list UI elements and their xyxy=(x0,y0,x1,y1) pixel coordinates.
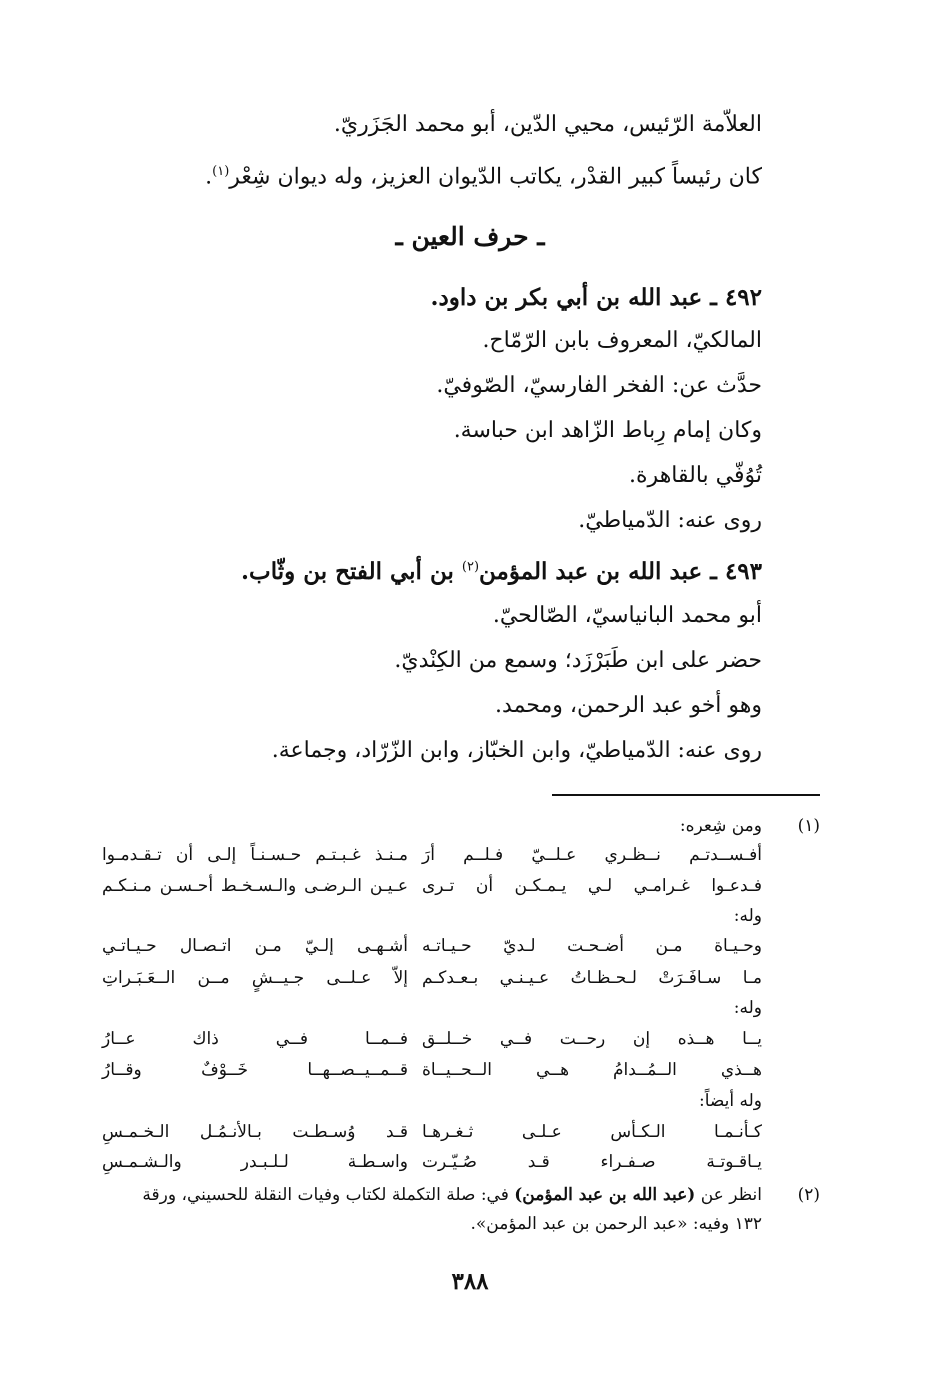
text-line: روى عنه: الدّمياطيّ. xyxy=(578,508,762,533)
text-line: العلاّمة الرّئيس، محيي الدّين، أبو محمد الجَزَريّ. xyxy=(333,112,762,137)
text-span: انظر عن xyxy=(700,1185,762,1205)
text-line: حدَّث عن: الفخر الفارسيّ، الصّوفيّ. xyxy=(436,373,762,398)
text-line: حضر على ابن طَبَرْزَد؛ وسمع من الكِنْديّ. xyxy=(394,648,762,673)
footnote-divider xyxy=(552,794,820,796)
text-span-bold: (عبد الله بن عبد المؤمن) xyxy=(514,1185,696,1205)
text-line: المالكيّ، المعروف بابن الرّمّاح. xyxy=(482,328,762,353)
verse-hemistich-right: يــا هــذه إن رحــت فــي خــلــق xyxy=(422,1029,762,1049)
text-line: تُوُفّي بالقاهرة. xyxy=(629,463,762,488)
verse-hemistich-right: يـاقـوتـة صـفـراء قـد صُـيّـرت xyxy=(422,1152,762,1172)
footnote-text xyxy=(142,1185,762,1205)
footnote-ref[interactable]: (٢) xyxy=(461,559,480,575)
page-number: ٣٨٨ xyxy=(451,1268,489,1295)
verse-hemistich-left: إلاّ عـلــى جـيــشٍ مــن الــعَـبَـراتِ xyxy=(102,968,408,988)
verse-hemistich-right: أفـســدتـم نــظـري عـلــيّ فـلــم أرَ xyxy=(422,845,762,865)
verse-hemistich-left: واسـطـة لـلـبـدر والـشـمـسِ xyxy=(102,1152,408,1172)
text-line xyxy=(205,164,762,189)
verse-hemistich-left: قـد وُسـطـت بـالأنـمُـل الـخـمـسِ xyxy=(102,1122,408,1142)
text-span: كان رئيساً كبير القدْر، يكاتب الدّيوان العزيز، وله ديوان شِعْر xyxy=(229,164,762,190)
text-line: وكان إمام رِباط الزّاهد ابن حباسة. xyxy=(453,418,762,443)
verse-hemistich-left: عـيـن الـرضـى والـسـخـط أحـسـن مـنـكـم xyxy=(102,876,408,896)
entry-title-part: ٤٩٣ ـ عبد الله بن عبد المؤمن xyxy=(479,558,762,585)
verse-hemistich-right: وحـيـاة مـن أضـحـت لـديّ حـيـاتـه xyxy=(422,936,762,956)
verse-hemistich-left: مـنـذ غـبـتـم حـسـنـاً إلـى أن تـقـدمـوا xyxy=(102,845,408,865)
text-span: . xyxy=(205,164,213,190)
entry-title-part: بن أبي الفتح بن وثّاب. xyxy=(241,558,454,585)
verse-hemistich-right: مـا سـافَـرَتْ لـحـظـاتُ عـيـنـي بـعـدكـم xyxy=(422,968,762,988)
verse-intro: وله: xyxy=(733,998,762,1018)
verse-hemistich-left: فــمــا فــي ذاك عــارُ xyxy=(102,1029,408,1049)
verse-intro: وله أيضاً: xyxy=(698,1091,762,1111)
text-span: في: صلة التكملة لكتاب وفيات النقلة للحسيني، ورقة xyxy=(142,1185,509,1205)
footnote-intro: ومن شِعره: xyxy=(679,816,762,836)
footnote-number: (١) xyxy=(797,816,820,836)
footnote-ref[interactable]: (١) xyxy=(212,164,230,179)
section-heading: ـ حرف العين ـ xyxy=(395,222,545,251)
text-line: وهو أخو عبد الرحمن، ومحمد. xyxy=(495,693,762,718)
entry-title: ٤٩٢ ـ عبد الله بن أبي بكر بن داود. xyxy=(430,284,762,311)
text-line: روى عنه: الدّمياطيّ، وابن الخبّاز، وابن الزّرّاد، وجماعة. xyxy=(271,738,762,763)
footnote-number: (٢) xyxy=(797,1185,820,1205)
verse-hemistich-right: كـأنـمـا الـكـأس عـلـى ثـغـرهـا xyxy=(422,1122,762,1142)
verse-hemistich-left: قــمــيــصــهــا خَــوْفٌ وقــارُ xyxy=(102,1060,408,1080)
verse-hemistich-right: فـدعـوا غـرامـي لـي يـمـكـن أن تـرى xyxy=(422,876,762,896)
footnote-text: ١٣٢ وفيه: «عبد الرحمن بن عبد المؤمن». xyxy=(470,1214,762,1234)
verse-intro: وله: xyxy=(733,906,762,926)
entry-title xyxy=(241,558,762,585)
verse-hemistich-left: أشـهـى إلـيّ مـن اتـصـال حـيـاتـي xyxy=(102,936,408,956)
verse-hemistich-right: هــذي الــمُــدامُ هــي الــحــيــاة xyxy=(422,1060,762,1080)
text-line: أبو محمد البانياسيّ، الصّالحيّ. xyxy=(492,603,762,628)
